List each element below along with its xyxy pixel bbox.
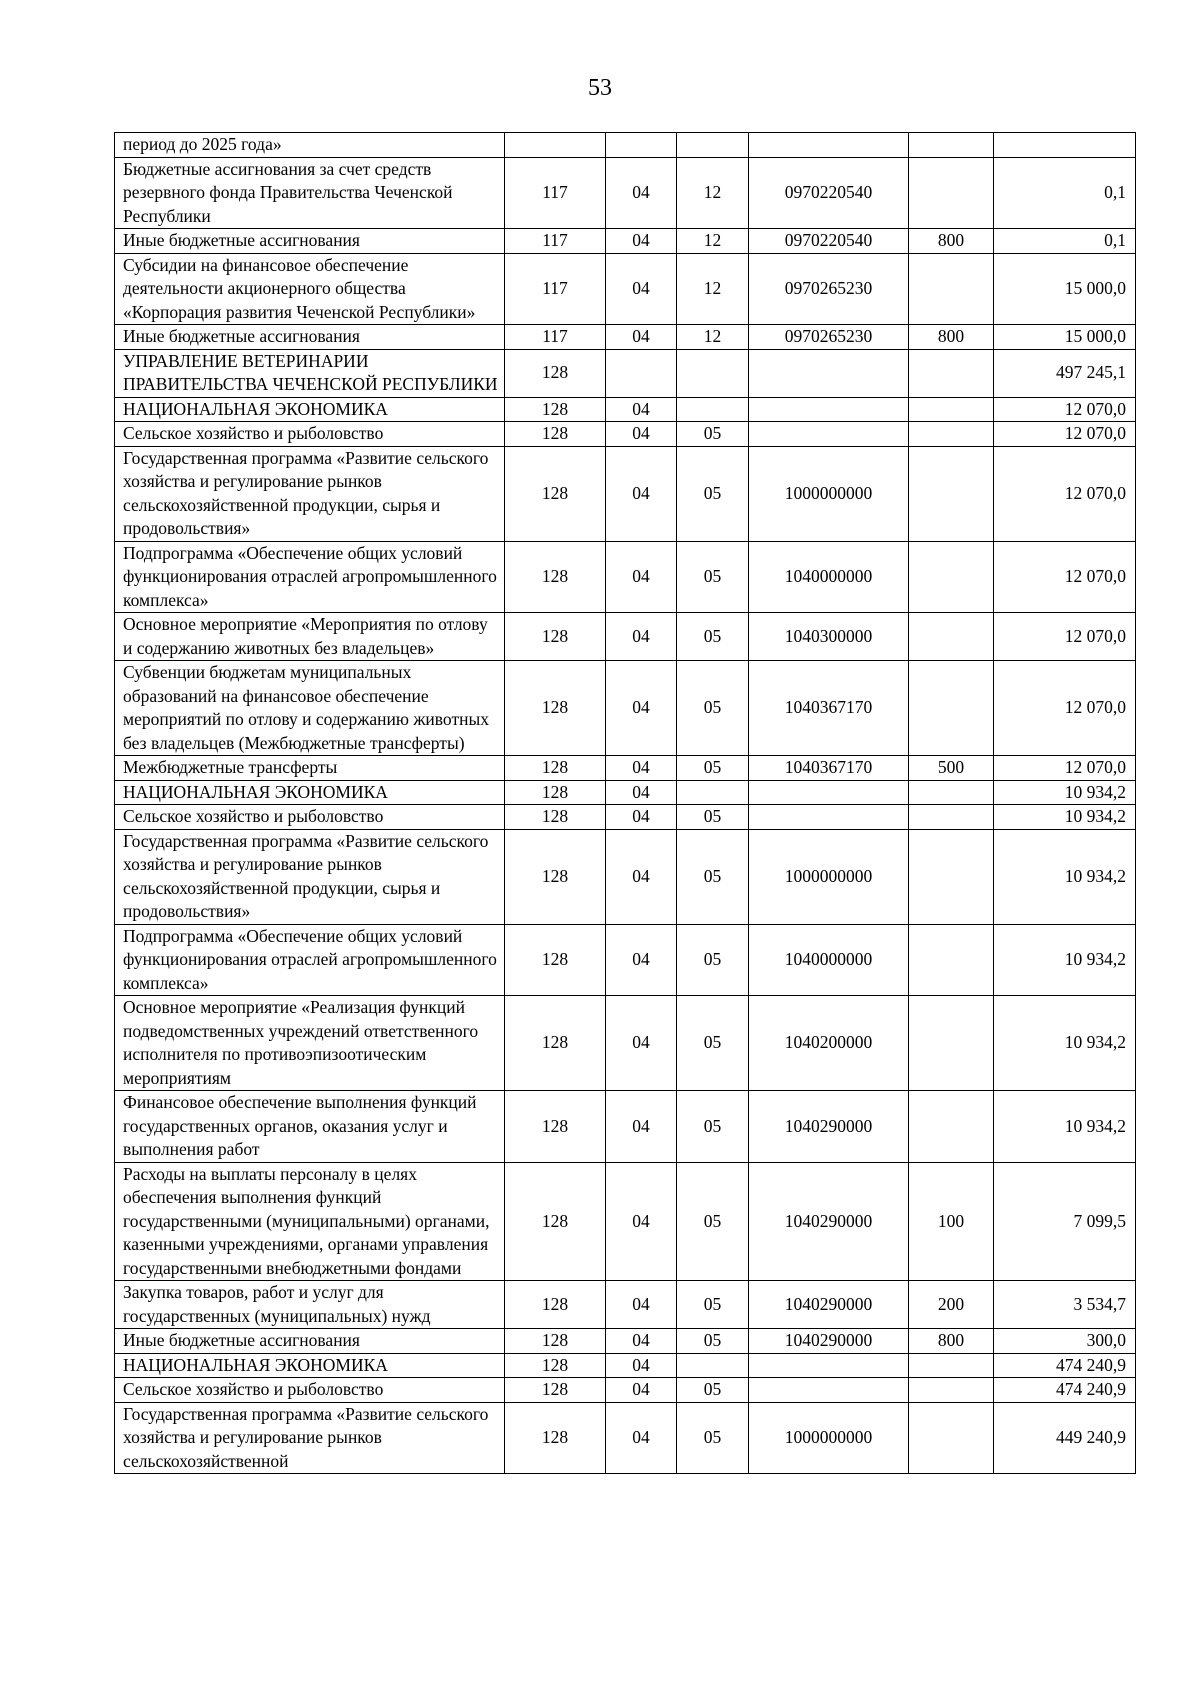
cell-admin-code: 128 bbox=[505, 446, 606, 541]
cell-target-article: 1000000000 bbox=[749, 1402, 909, 1474]
cell-admin-code: 128 bbox=[505, 1329, 606, 1354]
cell-subsection bbox=[677, 397, 749, 422]
cell-target-article: 1040290000 bbox=[749, 1329, 909, 1354]
cell-subsection: 05 bbox=[677, 924, 749, 996]
cell-section: 04 bbox=[606, 1402, 677, 1474]
cell-target-article bbox=[749, 397, 909, 422]
cell-name: Подпрограмма «Обеспечение общих условий функционирования отраслей агропромышленного комплекса» bbox=[115, 924, 505, 996]
cell-subsection bbox=[677, 133, 749, 158]
cell-expense-type bbox=[909, 829, 994, 924]
budget-table bbox=[114, 132, 1136, 1474]
cell-amount: 12 070,0 bbox=[994, 446, 1136, 541]
cell-name: Иные бюджетные ассигнования bbox=[115, 229, 505, 254]
table-row bbox=[115, 446, 1136, 541]
cell-name: Иные бюджетные ассигнования bbox=[115, 1329, 505, 1354]
cell-target-article: 1000000000 bbox=[749, 446, 909, 541]
cell-target-article: 0970220540 bbox=[749, 157, 909, 229]
cell-amount: 300,0 bbox=[994, 1329, 1136, 1354]
cell-section: 04 bbox=[606, 446, 677, 541]
cell-target-article bbox=[749, 349, 909, 397]
cell-amount: 10 934,2 bbox=[994, 829, 1136, 924]
cell-admin-code: 128 bbox=[505, 661, 606, 756]
cell-amount: 10 934,2 bbox=[994, 780, 1136, 805]
cell-admin-code: 128 bbox=[505, 996, 606, 1091]
cell-subsection: 05 bbox=[677, 996, 749, 1091]
cell-section: 04 bbox=[606, 1091, 677, 1163]
table-row bbox=[115, 1091, 1136, 1163]
cell-expense-type bbox=[909, 661, 994, 756]
cell-target-article: 1000000000 bbox=[749, 829, 909, 924]
cell-amount: 3 534,7 bbox=[994, 1281, 1136, 1329]
cell-admin-code: 128 bbox=[505, 805, 606, 830]
cell-expense-type: 800 bbox=[909, 325, 994, 350]
table-row bbox=[115, 349, 1136, 397]
table-row bbox=[115, 1402, 1136, 1474]
cell-admin-code: 128 bbox=[505, 397, 606, 422]
cell-expense-type bbox=[909, 541, 994, 613]
table-row bbox=[115, 157, 1136, 229]
cell-section bbox=[606, 349, 677, 397]
table-row bbox=[115, 1353, 1136, 1378]
cell-target-article: 1040290000 bbox=[749, 1281, 909, 1329]
cell-admin-code bbox=[505, 133, 606, 158]
cell-expense-type: 800 bbox=[909, 229, 994, 254]
cell-expense-type bbox=[909, 1378, 994, 1403]
cell-admin-code: 128 bbox=[505, 829, 606, 924]
cell-expense-type bbox=[909, 422, 994, 447]
cell-name: НАЦИОНАЛЬНАЯ ЭКОНОМИКА bbox=[115, 1353, 505, 1378]
cell-section: 04 bbox=[606, 253, 677, 325]
cell-target-article: 1040200000 bbox=[749, 996, 909, 1091]
table-row bbox=[115, 1281, 1136, 1329]
cell-expense-type bbox=[909, 253, 994, 325]
table-row bbox=[115, 1329, 1136, 1354]
cell-admin-code: 128 bbox=[505, 1378, 606, 1403]
cell-name: Сельское хозяйство и рыболовство bbox=[115, 422, 505, 447]
cell-expense-type: 200 bbox=[909, 1281, 994, 1329]
table-row bbox=[115, 133, 1136, 158]
cell-section: 04 bbox=[606, 996, 677, 1091]
cell-name: период до 2025 года» bbox=[115, 133, 505, 158]
cell-target-article: 1040367170 bbox=[749, 756, 909, 781]
cell-expense-type: 500 bbox=[909, 756, 994, 781]
cell-section: 04 bbox=[606, 661, 677, 756]
cell-admin-code: 117 bbox=[505, 253, 606, 325]
cell-amount: 12 070,0 bbox=[994, 397, 1136, 422]
cell-admin-code: 128 bbox=[505, 1402, 606, 1474]
cell-name: Сельское хозяйство и рыболовство bbox=[115, 1378, 505, 1403]
cell-expense-type bbox=[909, 157, 994, 229]
cell-section: 04 bbox=[606, 1378, 677, 1403]
cell-target-article: 0970220540 bbox=[749, 229, 909, 254]
cell-admin-code: 117 bbox=[505, 229, 606, 254]
cell-expense-type bbox=[909, 1353, 994, 1378]
table-row bbox=[115, 661, 1136, 756]
cell-amount: 10 934,2 bbox=[994, 924, 1136, 996]
cell-expense-type bbox=[909, 1091, 994, 1163]
table-row bbox=[115, 924, 1136, 996]
cell-subsection: 05 bbox=[677, 1378, 749, 1403]
cell-target-article: 1040290000 bbox=[749, 1162, 909, 1281]
cell-name: Закупка товаров, работ и услуг для государственных (муниципальных) нужд bbox=[115, 1281, 505, 1329]
cell-admin-code: 128 bbox=[505, 1281, 606, 1329]
cell-subsection: 05 bbox=[677, 1162, 749, 1281]
cell-amount: 12 070,0 bbox=[994, 756, 1136, 781]
cell-subsection: 05 bbox=[677, 541, 749, 613]
cell-section: 04 bbox=[606, 157, 677, 229]
cell-subsection: 12 bbox=[677, 157, 749, 229]
cell-subsection: 05 bbox=[677, 422, 749, 447]
table-row bbox=[115, 541, 1136, 613]
cell-section: 04 bbox=[606, 805, 677, 830]
cell-section: 04 bbox=[606, 325, 677, 350]
cell-target-article: 1040367170 bbox=[749, 661, 909, 756]
cell-subsection: 05 bbox=[677, 613, 749, 661]
table-row bbox=[115, 829, 1136, 924]
cell-name: НАЦИОНАЛЬНАЯ ЭКОНОМИКА bbox=[115, 397, 505, 422]
cell-target-article: 1040000000 bbox=[749, 924, 909, 996]
table-row bbox=[115, 613, 1136, 661]
table-row bbox=[115, 780, 1136, 805]
cell-name: Подпрограмма «Обеспечение общих условий функционирования отраслей агропромышленного комплекса» bbox=[115, 541, 505, 613]
cell-admin-code: 128 bbox=[505, 1353, 606, 1378]
cell-amount: 10 934,2 bbox=[994, 805, 1136, 830]
cell-name: Финансовое обеспечение выполнения функций государственных органов, оказания услуг и выполнения работ bbox=[115, 1091, 505, 1163]
cell-amount: 12 070,0 bbox=[994, 661, 1136, 756]
table-row bbox=[115, 422, 1136, 447]
cell-subsection: 05 bbox=[677, 446, 749, 541]
cell-amount: 10 934,2 bbox=[994, 1091, 1136, 1163]
table-row bbox=[115, 325, 1136, 350]
cell-section: 04 bbox=[606, 756, 677, 781]
cell-subsection: 05 bbox=[677, 1329, 749, 1354]
cell-name: Межбюджетные трансферты bbox=[115, 756, 505, 781]
budget-table-body bbox=[115, 133, 1136, 1474]
cell-name: Бюджетные ассигнования за счет средств резервного фонда Правительства Чеченской Республики bbox=[115, 157, 505, 229]
cell-section bbox=[606, 133, 677, 158]
cell-amount: 497 245,1 bbox=[994, 349, 1136, 397]
cell-subsection: 05 bbox=[677, 829, 749, 924]
cell-section: 04 bbox=[606, 1329, 677, 1354]
cell-amount bbox=[994, 133, 1136, 158]
cell-subsection: 05 bbox=[677, 1402, 749, 1474]
table-row bbox=[115, 253, 1136, 325]
cell-amount: 474 240,9 bbox=[994, 1378, 1136, 1403]
cell-admin-code: 128 bbox=[505, 422, 606, 447]
cell-amount: 12 070,0 bbox=[994, 541, 1136, 613]
cell-expense-type bbox=[909, 996, 994, 1091]
cell-admin-code: 117 bbox=[505, 325, 606, 350]
cell-section: 04 bbox=[606, 1162, 677, 1281]
cell-section: 04 bbox=[606, 613, 677, 661]
table-row bbox=[115, 229, 1136, 254]
cell-subsection: 05 bbox=[677, 1281, 749, 1329]
cell-section: 04 bbox=[606, 422, 677, 447]
cell-expense-type bbox=[909, 780, 994, 805]
cell-expense-type bbox=[909, 613, 994, 661]
cell-subsection bbox=[677, 780, 749, 805]
cell-expense-type bbox=[909, 133, 994, 158]
cell-admin-code: 128 bbox=[505, 349, 606, 397]
table-row bbox=[115, 756, 1136, 781]
cell-name: Основное мероприятие «Мероприятия по отлову и содержанию животных без владельцев» bbox=[115, 613, 505, 661]
cell-amount: 12 070,0 bbox=[994, 613, 1136, 661]
page-number: 53 bbox=[588, 75, 612, 101]
cell-section: 04 bbox=[606, 229, 677, 254]
cell-subsection: 12 bbox=[677, 325, 749, 350]
cell-expense-type bbox=[909, 446, 994, 541]
cell-amount: 15 000,0 bbox=[994, 325, 1136, 350]
cell-name: НАЦИОНАЛЬНАЯ ЭКОНОМИКА bbox=[115, 780, 505, 805]
cell-name: Субвенции бюджетам муниципальных образований на финансовое обеспечение мероприятий по отлову и содержанию животных без владельцев (Межбюджетные трансферты) bbox=[115, 661, 505, 756]
cell-subsection bbox=[677, 1353, 749, 1378]
table-row bbox=[115, 805, 1136, 830]
cell-target-article bbox=[749, 133, 909, 158]
cell-admin-code: 128 bbox=[505, 1091, 606, 1163]
cell-target-article: 0970265230 bbox=[749, 325, 909, 350]
cell-target-article: 1040300000 bbox=[749, 613, 909, 661]
cell-amount: 0,1 bbox=[994, 229, 1136, 254]
cell-admin-code: 128 bbox=[505, 613, 606, 661]
cell-subsection: 12 bbox=[677, 229, 749, 254]
cell-target-article: 1040290000 bbox=[749, 1091, 909, 1163]
table-row bbox=[115, 1162, 1136, 1281]
cell-subsection: 05 bbox=[677, 661, 749, 756]
cell-name: Расходы на выплаты персоналу в целях обеспечения выполнения функций государственными (муниципальными) органами, казенными учреждениями, органами управления государственными внебюджетными фондами bbox=[115, 1162, 505, 1281]
cell-expense-type: 800 bbox=[909, 1329, 994, 1354]
cell-target-article bbox=[749, 1353, 909, 1378]
cell-section: 04 bbox=[606, 397, 677, 422]
cell-name: Государственная программа «Развитие сельского хозяйства и регулирование рынков сельскохозяйственной bbox=[115, 1402, 505, 1474]
cell-subsection: 05 bbox=[677, 805, 749, 830]
cell-target-article bbox=[749, 780, 909, 805]
cell-expense-type bbox=[909, 349, 994, 397]
cell-target-article bbox=[749, 805, 909, 830]
cell-name: Основное мероприятие «Реализация функций подведомственных учреждений ответственного исполнителя по противоэпизоотическим мероприятиям bbox=[115, 996, 505, 1091]
cell-amount: 449 240,9 bbox=[994, 1402, 1136, 1474]
cell-amount: 7 099,5 bbox=[994, 1162, 1136, 1281]
cell-name: Иные бюджетные ассигнования bbox=[115, 325, 505, 350]
cell-section: 04 bbox=[606, 780, 677, 805]
cell-target-article: 1040000000 bbox=[749, 541, 909, 613]
cell-amount: 0,1 bbox=[994, 157, 1136, 229]
cell-admin-code: 128 bbox=[505, 924, 606, 996]
cell-admin-code: 128 bbox=[505, 541, 606, 613]
cell-expense-type bbox=[909, 397, 994, 422]
table-row bbox=[115, 397, 1136, 422]
cell-expense-type bbox=[909, 805, 994, 830]
cell-section: 04 bbox=[606, 1353, 677, 1378]
cell-amount: 474 240,9 bbox=[994, 1353, 1136, 1378]
cell-target-article bbox=[749, 1378, 909, 1403]
cell-name: Субсидии на финансовое обеспечение деятельности акционерного общества «Корпорация развития Чеченской Республики» bbox=[115, 253, 505, 325]
table-row bbox=[115, 996, 1136, 1091]
cell-admin-code: 128 bbox=[505, 756, 606, 781]
cell-expense-type bbox=[909, 1402, 994, 1474]
cell-expense-type: 100 bbox=[909, 1162, 994, 1281]
cell-amount: 12 070,0 bbox=[994, 422, 1136, 447]
cell-target-article: 0970265230 bbox=[749, 253, 909, 325]
cell-subsection: 05 bbox=[677, 756, 749, 781]
cell-name: Государственная программа «Развитие сельского хозяйства и регулирование рынков сельскохозяйственной продукции, сырья и продовольствия» bbox=[115, 446, 505, 541]
cell-name: Сельское хозяйство и рыболовство bbox=[115, 805, 505, 830]
cell-name: Государственная программа «Развитие сельского хозяйства и регулирование рынков сельскохозяйственной продукции, сырья и продовольствия» bbox=[115, 829, 505, 924]
cell-target-article bbox=[749, 422, 909, 447]
table-row bbox=[115, 1378, 1136, 1403]
cell-subsection: 05 bbox=[677, 1091, 749, 1163]
cell-expense-type bbox=[909, 924, 994, 996]
cell-admin-code: 117 bbox=[505, 157, 606, 229]
cell-section: 04 bbox=[606, 541, 677, 613]
cell-admin-code: 128 bbox=[505, 1162, 606, 1281]
cell-subsection: 12 bbox=[677, 253, 749, 325]
cell-section: 04 bbox=[606, 924, 677, 996]
cell-section: 04 bbox=[606, 829, 677, 924]
cell-subsection bbox=[677, 349, 749, 397]
cell-admin-code: 128 bbox=[505, 780, 606, 805]
cell-section: 04 bbox=[606, 1281, 677, 1329]
cell-amount: 15 000,0 bbox=[994, 253, 1136, 325]
cell-name: УПРАВЛЕНИЕ ВЕТЕРИНАРИИ ПРАВИТЕЛЬСТВА ЧЕЧЕНСКОЙ РЕСПУБЛИКИ bbox=[115, 349, 505, 397]
cell-amount: 10 934,2 bbox=[994, 996, 1136, 1091]
